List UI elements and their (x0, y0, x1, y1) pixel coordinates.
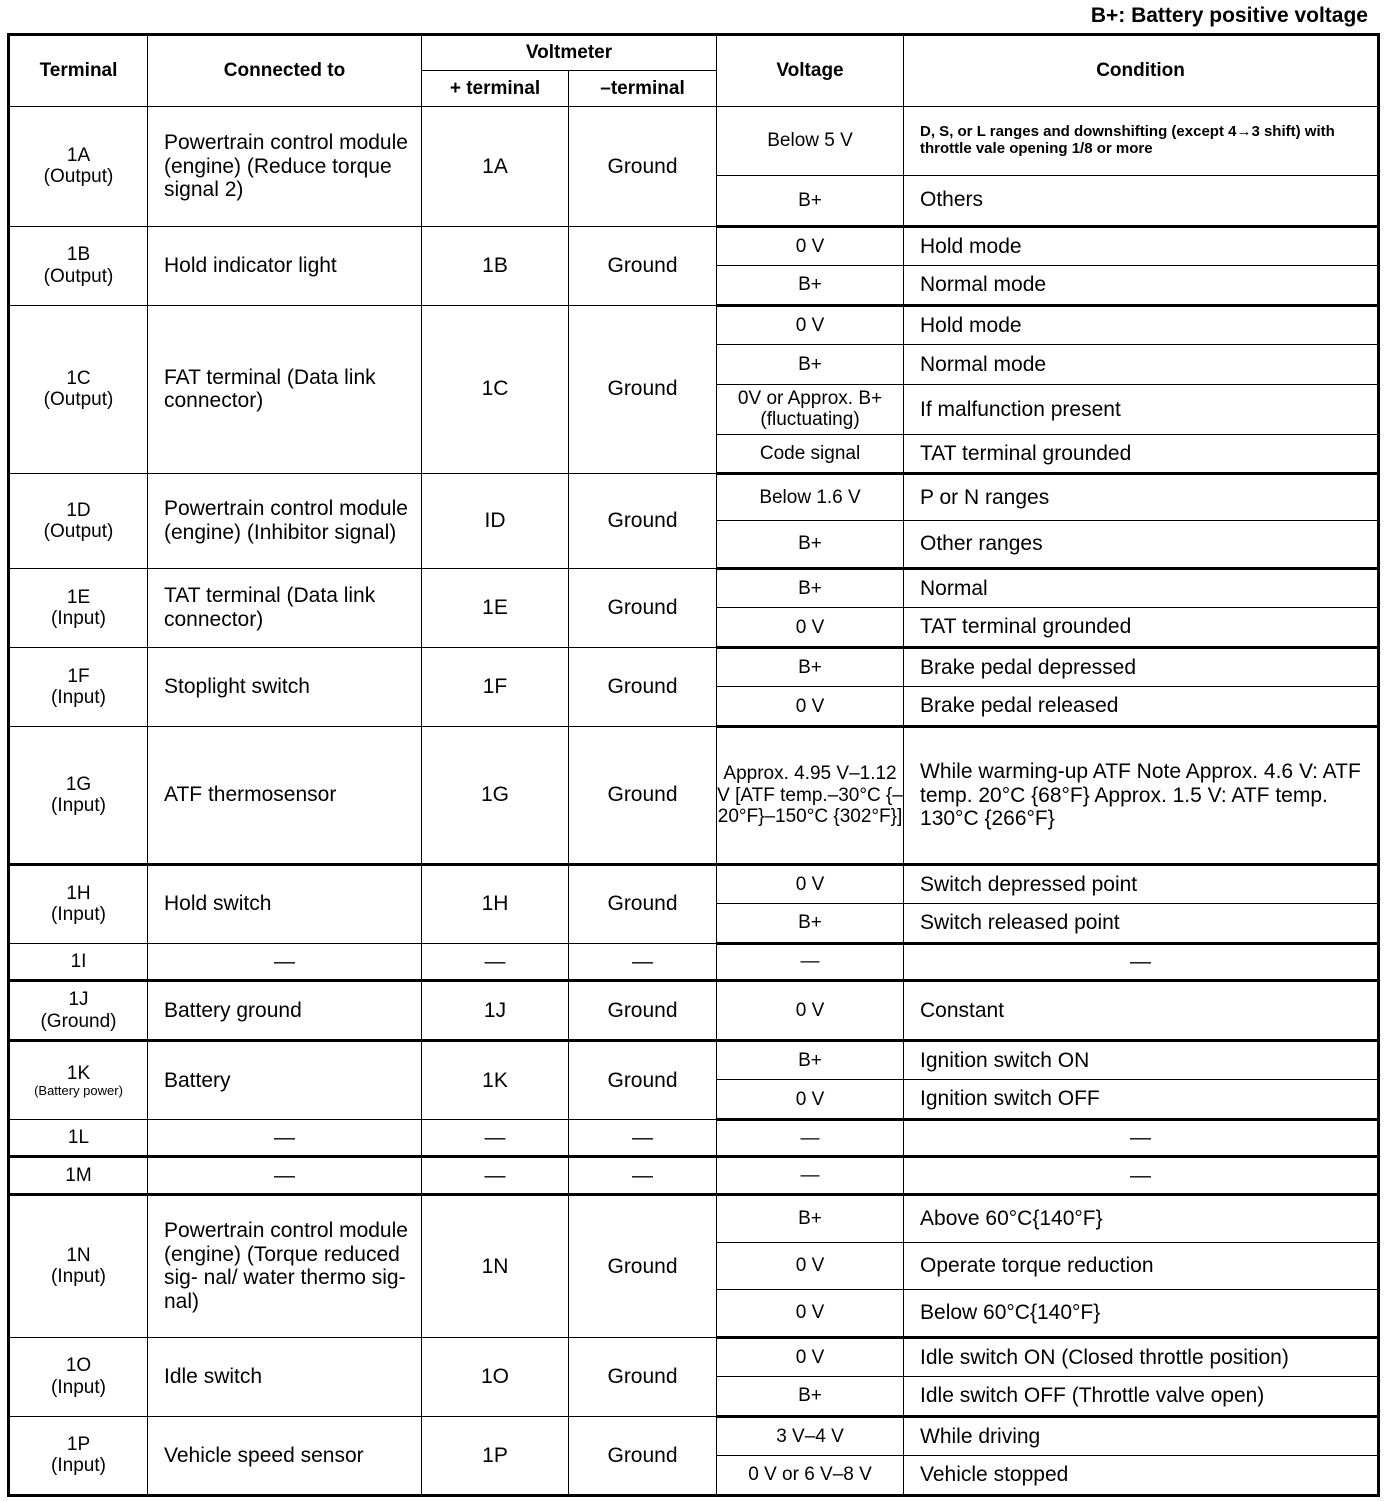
table-row (9, 107, 1379, 176)
voltage-cell: 0 V (717, 1290, 904, 1338)
condition-cell: Hold mode (904, 305, 1379, 345)
condition-cell: Vehicle stopped (904, 1456, 1379, 1496)
plus-terminal-cell: 1B (422, 226, 569, 305)
voltage-cell: B+ (717, 647, 904, 687)
condition-cell: Constant (904, 981, 1379, 1041)
connected-to-cell: — (148, 1119, 422, 1156)
condition-cell: Brake pedal depressed (904, 647, 1379, 687)
voltage-cell: 0 V or 6 V–8 V (717, 1456, 904, 1496)
voltage-cell: B+ (717, 266, 904, 306)
terminal-type: (Output) (43, 389, 114, 411)
voltage-cell: 0 V (717, 226, 904, 266)
minus-terminal-cell: Ground (569, 864, 717, 943)
plus-terminal-cell: 1N (422, 1194, 569, 1337)
plus-terminal-cell: — (422, 1157, 569, 1194)
minus-terminal-cell: Ground (569, 473, 717, 568)
connected-to-cell: Hold switch (148, 864, 422, 943)
condition-cell: — (904, 1157, 1379, 1194)
connected-to-cell: — (148, 943, 422, 980)
minus-terminal-cell: Ground (569, 1040, 717, 1119)
connected-to-cell: Hold indicator light (148, 226, 422, 305)
terminal-cell (9, 1040, 148, 1119)
condition-cell: If malfunction present (904, 384, 1379, 435)
terminal-cell (9, 568, 148, 647)
connected-to-cell: Battery ground (148, 981, 422, 1041)
terminal-cell (9, 981, 148, 1041)
condition-cell: Below 60°C{140°F} (904, 1290, 1379, 1338)
plus-terminal-cell: 1P (422, 1416, 569, 1495)
terminal-type: (Input) (51, 794, 106, 816)
terminal-cell (9, 943, 148, 980)
terminal-cell (9, 226, 148, 305)
header-voltmeter: Voltmeter (422, 35, 717, 71)
condition-cell: Brake pedal released (904, 687, 1379, 727)
terminal-id: 1E (66, 586, 91, 608)
voltage-cell: B+ (717, 175, 904, 226)
terminal-id: 1N (66, 1245, 91, 1267)
terminal-cell (9, 864, 148, 943)
terminal-id: 1O (65, 1355, 92, 1377)
terminal-id: 1L (67, 1127, 90, 1149)
table-row (9, 1119, 1379, 1156)
condition-cell: While warming-up ATF Note Approx. 4.6 V: ATF temp. 20°C {68°F} Approx. 1.5 V: ATF temp. 130°C {266°F} (904, 726, 1379, 864)
plus-terminal-cell: 1G (422, 726, 569, 864)
voltage-cell: 0 V (717, 1242, 904, 1290)
terminal-id: 1D (66, 499, 91, 521)
terminal-cell (9, 107, 148, 227)
terminal-id: 1K (66, 1062, 91, 1084)
minus-terminal-cell: Ground (569, 107, 717, 227)
voltage-cell: — (717, 1157, 904, 1194)
terminal-type: (Output) (43, 166, 114, 188)
voltage-cell: 0 V (717, 981, 904, 1041)
terminal-id: 1M (65, 1165, 92, 1187)
terminal-id: 1H (66, 882, 91, 904)
condition-cell: D, S, or L ranges and downshifting (except 4→3 shift) with throttle vale opening 1/8 or more (904, 107, 1379, 176)
header-condition: Condition (904, 35, 1379, 107)
voltage-cell: B+ (717, 904, 904, 944)
plus-terminal-cell: 1F (422, 647, 569, 726)
voltage-cell: B+ (717, 568, 904, 608)
voltage-cell: 0 V (717, 1080, 904, 1120)
header-connected-to: Connected to (148, 35, 422, 107)
voltage-cell: B+ (717, 1194, 904, 1242)
terminal-type: (Input) (51, 1376, 106, 1398)
minus-terminal-cell: Ground (569, 981, 717, 1041)
condition-cell: Idle switch OFF (Throttle valve open) (904, 1377, 1379, 1417)
plus-terminal-cell: — (422, 1119, 569, 1156)
condition-cell: TAT terminal grounded (904, 435, 1379, 473)
minus-terminal-cell: Ground (569, 726, 717, 864)
terminal-type: (Input) (51, 1455, 106, 1477)
condition-cell: Normal (904, 568, 1379, 608)
plus-terminal-cell: ID (422, 473, 569, 568)
condition-cell: Others (904, 175, 1379, 226)
terminal-type: (Ground) (40, 1010, 117, 1032)
voltage-cell: Approx. 4.95 V–1.12 V [ATF temp.–30°C {–20°F}–150°C {302°F}] (717, 726, 904, 864)
voltage-cell: B+ (717, 1040, 904, 1080)
condition-cell: Ignition switch ON (904, 1040, 1379, 1080)
voltage-cell: 3 V–4 V (717, 1416, 904, 1456)
terminal-id: 1F (67, 665, 90, 687)
minus-terminal-cell: Ground (569, 1416, 717, 1495)
plus-terminal-cell: 1K (422, 1040, 569, 1119)
terminal-id: 1G (65, 773, 92, 795)
terminal-cell (9, 473, 148, 568)
terminal-cell (9, 1157, 148, 1194)
minus-terminal-cell: Ground (569, 568, 717, 647)
connected-to-cell: ATF thermosensor (148, 726, 422, 864)
condition-cell: Normal mode (904, 345, 1379, 385)
table-row (9, 647, 1379, 687)
condition-cell: Switch released point (904, 904, 1379, 944)
connected-to-cell: — (148, 1157, 422, 1194)
condition-cell: Switch depressed point (904, 864, 1379, 904)
minus-terminal-cell: — (569, 1119, 717, 1156)
voltage-cell: 0 V (717, 1337, 904, 1377)
terminal-type: (Battery power) (34, 1082, 123, 1098)
minus-terminal-cell: — (569, 943, 717, 980)
voltage-cell: — (717, 1119, 904, 1156)
connected-to-cell: TAT terminal (Data link connector) (148, 568, 422, 647)
table-row (9, 1194, 1379, 1242)
table-row (9, 943, 1379, 980)
plus-terminal-cell: 1E (422, 568, 569, 647)
terminal-id: 1B (66, 244, 91, 266)
terminal-id: 1I (70, 950, 87, 972)
voltage-cell: 0 V (717, 864, 904, 904)
condition-cell: — (904, 943, 1379, 980)
condition-cell: Above 60°C{140°F} (904, 1194, 1379, 1242)
terminal-cell (9, 1337, 148, 1416)
header-terminal: Terminal (9, 35, 148, 107)
plus-terminal-cell: 1O (422, 1337, 569, 1416)
condition-cell: Ignition switch OFF (904, 1080, 1379, 1120)
terminal-id: 1A (66, 145, 91, 166)
plus-terminal-cell: 1J (422, 981, 569, 1041)
terminal-id: 1J (68, 989, 89, 1011)
voltage-cell: 0 V (717, 305, 904, 345)
minus-terminal-cell: Ground (569, 1194, 717, 1337)
condition-cell: TAT terminal grounded (904, 608, 1379, 648)
terminal-type: (Input) (51, 607, 106, 629)
table-body (9, 107, 1379, 1496)
terminal-cell (9, 647, 148, 726)
terminal-id: 1P (66, 1434, 91, 1456)
condition-cell: Other ranges (904, 521, 1379, 569)
connected-to-cell: Idle switch (148, 1337, 422, 1416)
table-row (9, 726, 1379, 864)
connected-to-cell: Stoplight switch (148, 647, 422, 726)
plus-terminal-cell: 1C (422, 305, 569, 473)
terminal-id: 1C (66, 367, 91, 389)
plus-terminal-cell: 1A (422, 107, 569, 227)
terminal-type: (Input) (51, 904, 106, 926)
condition-cell: Hold mode (904, 226, 1379, 266)
condition-cell: Idle switch ON (Closed throttle position) (904, 1337, 1379, 1377)
table-row (9, 981, 1379, 1041)
connected-to-cell: FAT terminal (Data link connector) (148, 305, 422, 473)
header-minus-terminal: –terminal (569, 71, 717, 107)
terminal-type: (Output) (43, 265, 114, 287)
terminal-cell (9, 1416, 148, 1495)
plus-terminal-cell: — (422, 943, 569, 980)
voltage-cell: B+ (717, 1377, 904, 1417)
header-plus-terminal: + terminal (422, 71, 569, 107)
minus-terminal-cell: — (569, 1157, 717, 1194)
table-row (9, 568, 1379, 608)
minus-terminal-cell: Ground (569, 226, 717, 305)
connected-to-cell: Vehicle speed sensor (148, 1416, 422, 1495)
voltage-cell: B+ (717, 521, 904, 569)
voltage-cell: 0 V (717, 608, 904, 648)
table-row (9, 864, 1379, 904)
terminal-type: (Output) (43, 520, 114, 542)
connected-to-cell: Powertrain control module (engine) (Reduce torque signal 2) (148, 107, 422, 227)
condition-cell: While driving (904, 1416, 1379, 1456)
connected-to-cell: Powertrain control module (engine) (Inhibitor signal) (148, 473, 422, 568)
terminal-type: (Input) (51, 686, 106, 708)
connected-to-cell: Powertrain control module (engine) (Torque reduced sig- nal/ water thermo sig- nal) (148, 1194, 422, 1337)
table-row (9, 1337, 1379, 1377)
minus-terminal-cell: Ground (569, 305, 717, 473)
connected-to-cell: Battery (148, 1040, 422, 1119)
voltage-cell: 0V or Approx. B+ (fluctuating) (717, 384, 904, 435)
terminal-voltage-table (7, 33, 1380, 1497)
terminal-cell (9, 1119, 148, 1156)
condition-cell: Operate torque reduction (904, 1242, 1379, 1290)
voltage-cell: Below 5 V (717, 107, 904, 176)
table-row (9, 473, 1379, 521)
voltage-cell: — (717, 943, 904, 980)
table-row (9, 1157, 1379, 1194)
plus-terminal-cell: 1H (422, 864, 569, 943)
condition-cell: — (904, 1119, 1379, 1156)
battery-voltage-note: B+: Battery positive voltage (1090, 4, 1368, 27)
table-row (9, 1040, 1379, 1080)
table-row (9, 226, 1379, 266)
table-row (9, 305, 1379, 345)
voltage-cell: B+ (717, 345, 904, 385)
voltage-cell: 0 V (717, 687, 904, 727)
terminal-type: (Input) (51, 1266, 106, 1288)
terminal-cell (9, 1194, 148, 1337)
voltage-cell: Code signal (717, 435, 904, 473)
table-row (9, 1416, 1379, 1456)
terminal-cell (9, 726, 148, 864)
condition-cell: Normal mode (904, 266, 1379, 306)
voltage-cell: Below 1.6 V (717, 473, 904, 521)
terminal-cell (9, 305, 148, 473)
condition-cell: P or N ranges (904, 473, 1379, 521)
minus-terminal-cell: Ground (569, 647, 717, 726)
header-voltage: Voltage (717, 35, 904, 107)
minus-terminal-cell: Ground (569, 1337, 717, 1416)
